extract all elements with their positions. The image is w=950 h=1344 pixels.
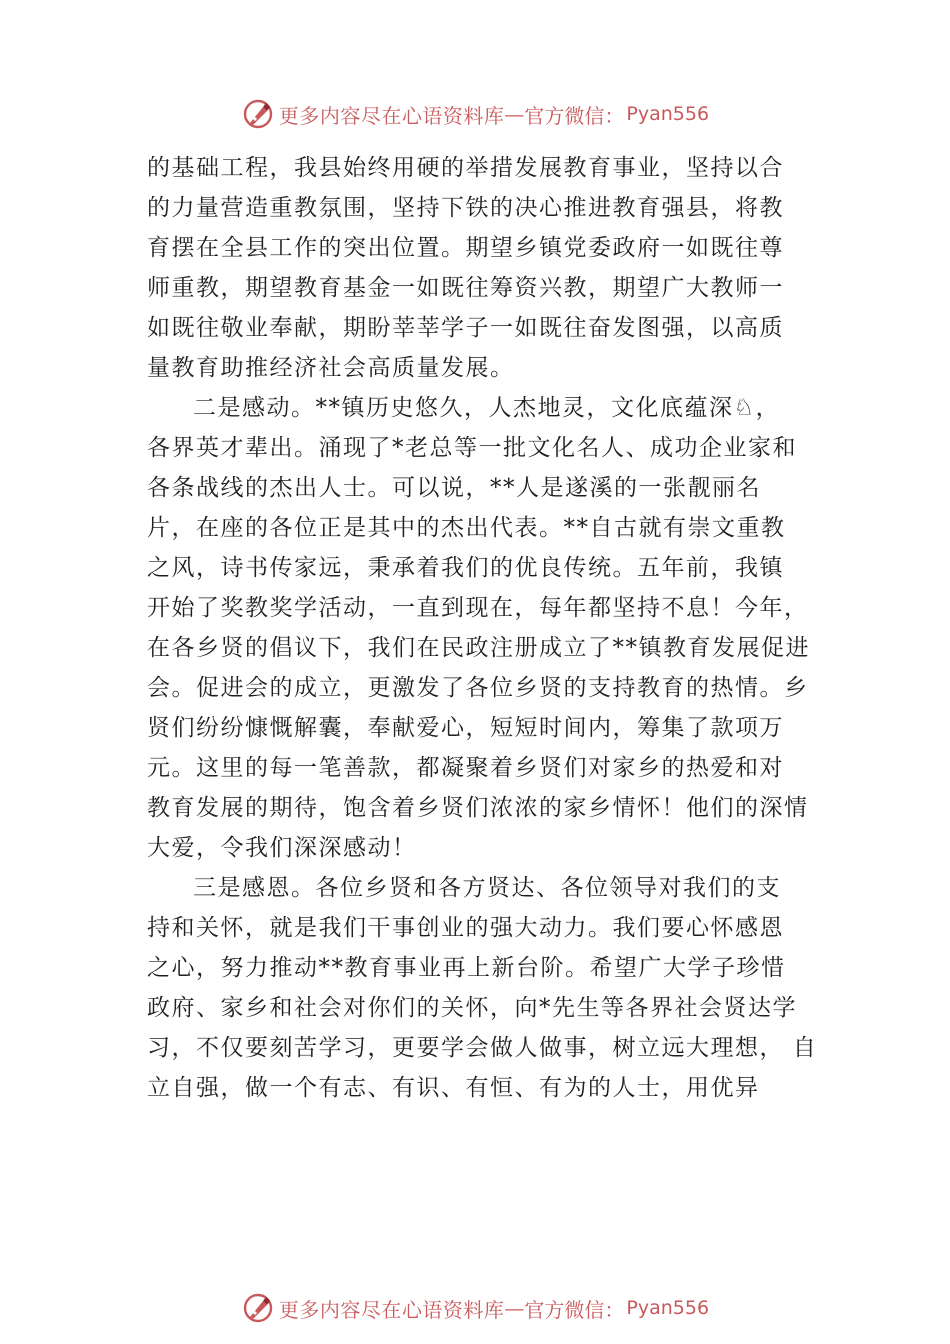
text-line: 开始了奖教奖学活动，一直到现在，每年都坚持不息！今年， — [147, 595, 809, 621]
text-line: 师重教，期望教育基金一如既往筹资兴教，期望广大教师一 — [147, 275, 784, 301]
text-line: 元。这里的每一笔善款，都凝聚着乡贤们对家乡的热爱和对 — [147, 755, 784, 781]
text-line: 的基础工程，我县始终用硬的举措发展教育事业，坚持以合 — [147, 155, 784, 181]
text-line: 教育发展的期待，饱含着乡贤们浓浓的家乡情怀！他们的深情 — [147, 795, 809, 821]
text-line: 习，不仅要刻苦学习，更要学会做人做事，树立远大理想， 自 — [147, 1035, 818, 1061]
text-line: 贤们纷纷慷慨解囊，奉献爱心，短短时间内，筹集了款项万 — [147, 715, 784, 741]
watermark-text: 更多内容尽在心语资料库 — [278, 1297, 505, 1322]
watermark-separator: — — [504, 102, 525, 126]
text-line: 的力量营造重教氛围，坚持下铁的决心推进教育强县，将教 — [147, 195, 784, 221]
text-line: 大爱，令我们深深感动！ — [147, 835, 417, 861]
pen-nib-logo-icon — [241, 97, 275, 131]
watermark-separator: — — [504, 1296, 525, 1320]
text-line: 如既往敬业奉献，期盼莘莘学子一如既往奋发图强，以高质 — [147, 315, 784, 341]
header-watermark — [0, 94, 950, 134]
watermark-id: Pyan556 — [626, 1297, 710, 1319]
watermark-label: 官方微信： — [524, 103, 625, 128]
text-line: 各界英才辈出。涌现了*老总等一批文化名人、成功企业家和 — [147, 435, 797, 461]
watermark-label: 官方微信： — [524, 1297, 625, 1322]
watermark-text: 更多内容尽在心语资料库 — [278, 103, 505, 128]
pen-nib-logo-icon — [241, 1291, 275, 1325]
text-line: 之风，诗书传家远，秉承着我们的优良传统。五年前，我镇 — [147, 555, 784, 581]
text-line: 量教育助推经济社会高质量发展。 — [147, 355, 515, 381]
text-line: 政府、家乡和社会对你们的关怀，向*先生等各界社会贤达学 — [147, 995, 797, 1021]
text-line: 之心，努力推动**教育事业再上新台阶。希望广大学子珍惜 — [147, 955, 786, 981]
text-line: 立自强，做一个有志、有识、有恒、有为的人士，用优异 — [147, 1075, 760, 1101]
footer-watermark — [0, 1288, 950, 1328]
paragraph-start-line: 三是感恩。各位乡贤和各方贤达、各位领导对我们的支 — [193, 875, 781, 901]
text-line: 持和关怀，就是我们干事创业的强大动力。我们要心怀感恩 — [147, 915, 784, 941]
watermark-id: Pyan556 — [626, 103, 710, 125]
text-line: 各条战线的杰出人士。可以说，**人是遂溪的一张靓丽名 — [147, 475, 761, 501]
document-body — [147, 148, 827, 1108]
text-line: 在各乡贤的倡议下，我们在民政注册成立了**镇教育发展促进 — [147, 635, 810, 661]
paragraph-start-line: 二是感动。**镇历史悠久，人杰地灵，文化底蕴深♘， — [193, 395, 781, 421]
text-line: 育摆在全县工作的突出位置。期望乡镇党委政府一如既往尊 — [147, 235, 784, 261]
text-line: 片，在座的各位正是其中的杰出代表。**自古就有崇文重教 — [147, 515, 786, 541]
text-line: 会。促进会的成立，更激发了各位乡贤的支持教育的热情。乡 — [147, 675, 809, 701]
